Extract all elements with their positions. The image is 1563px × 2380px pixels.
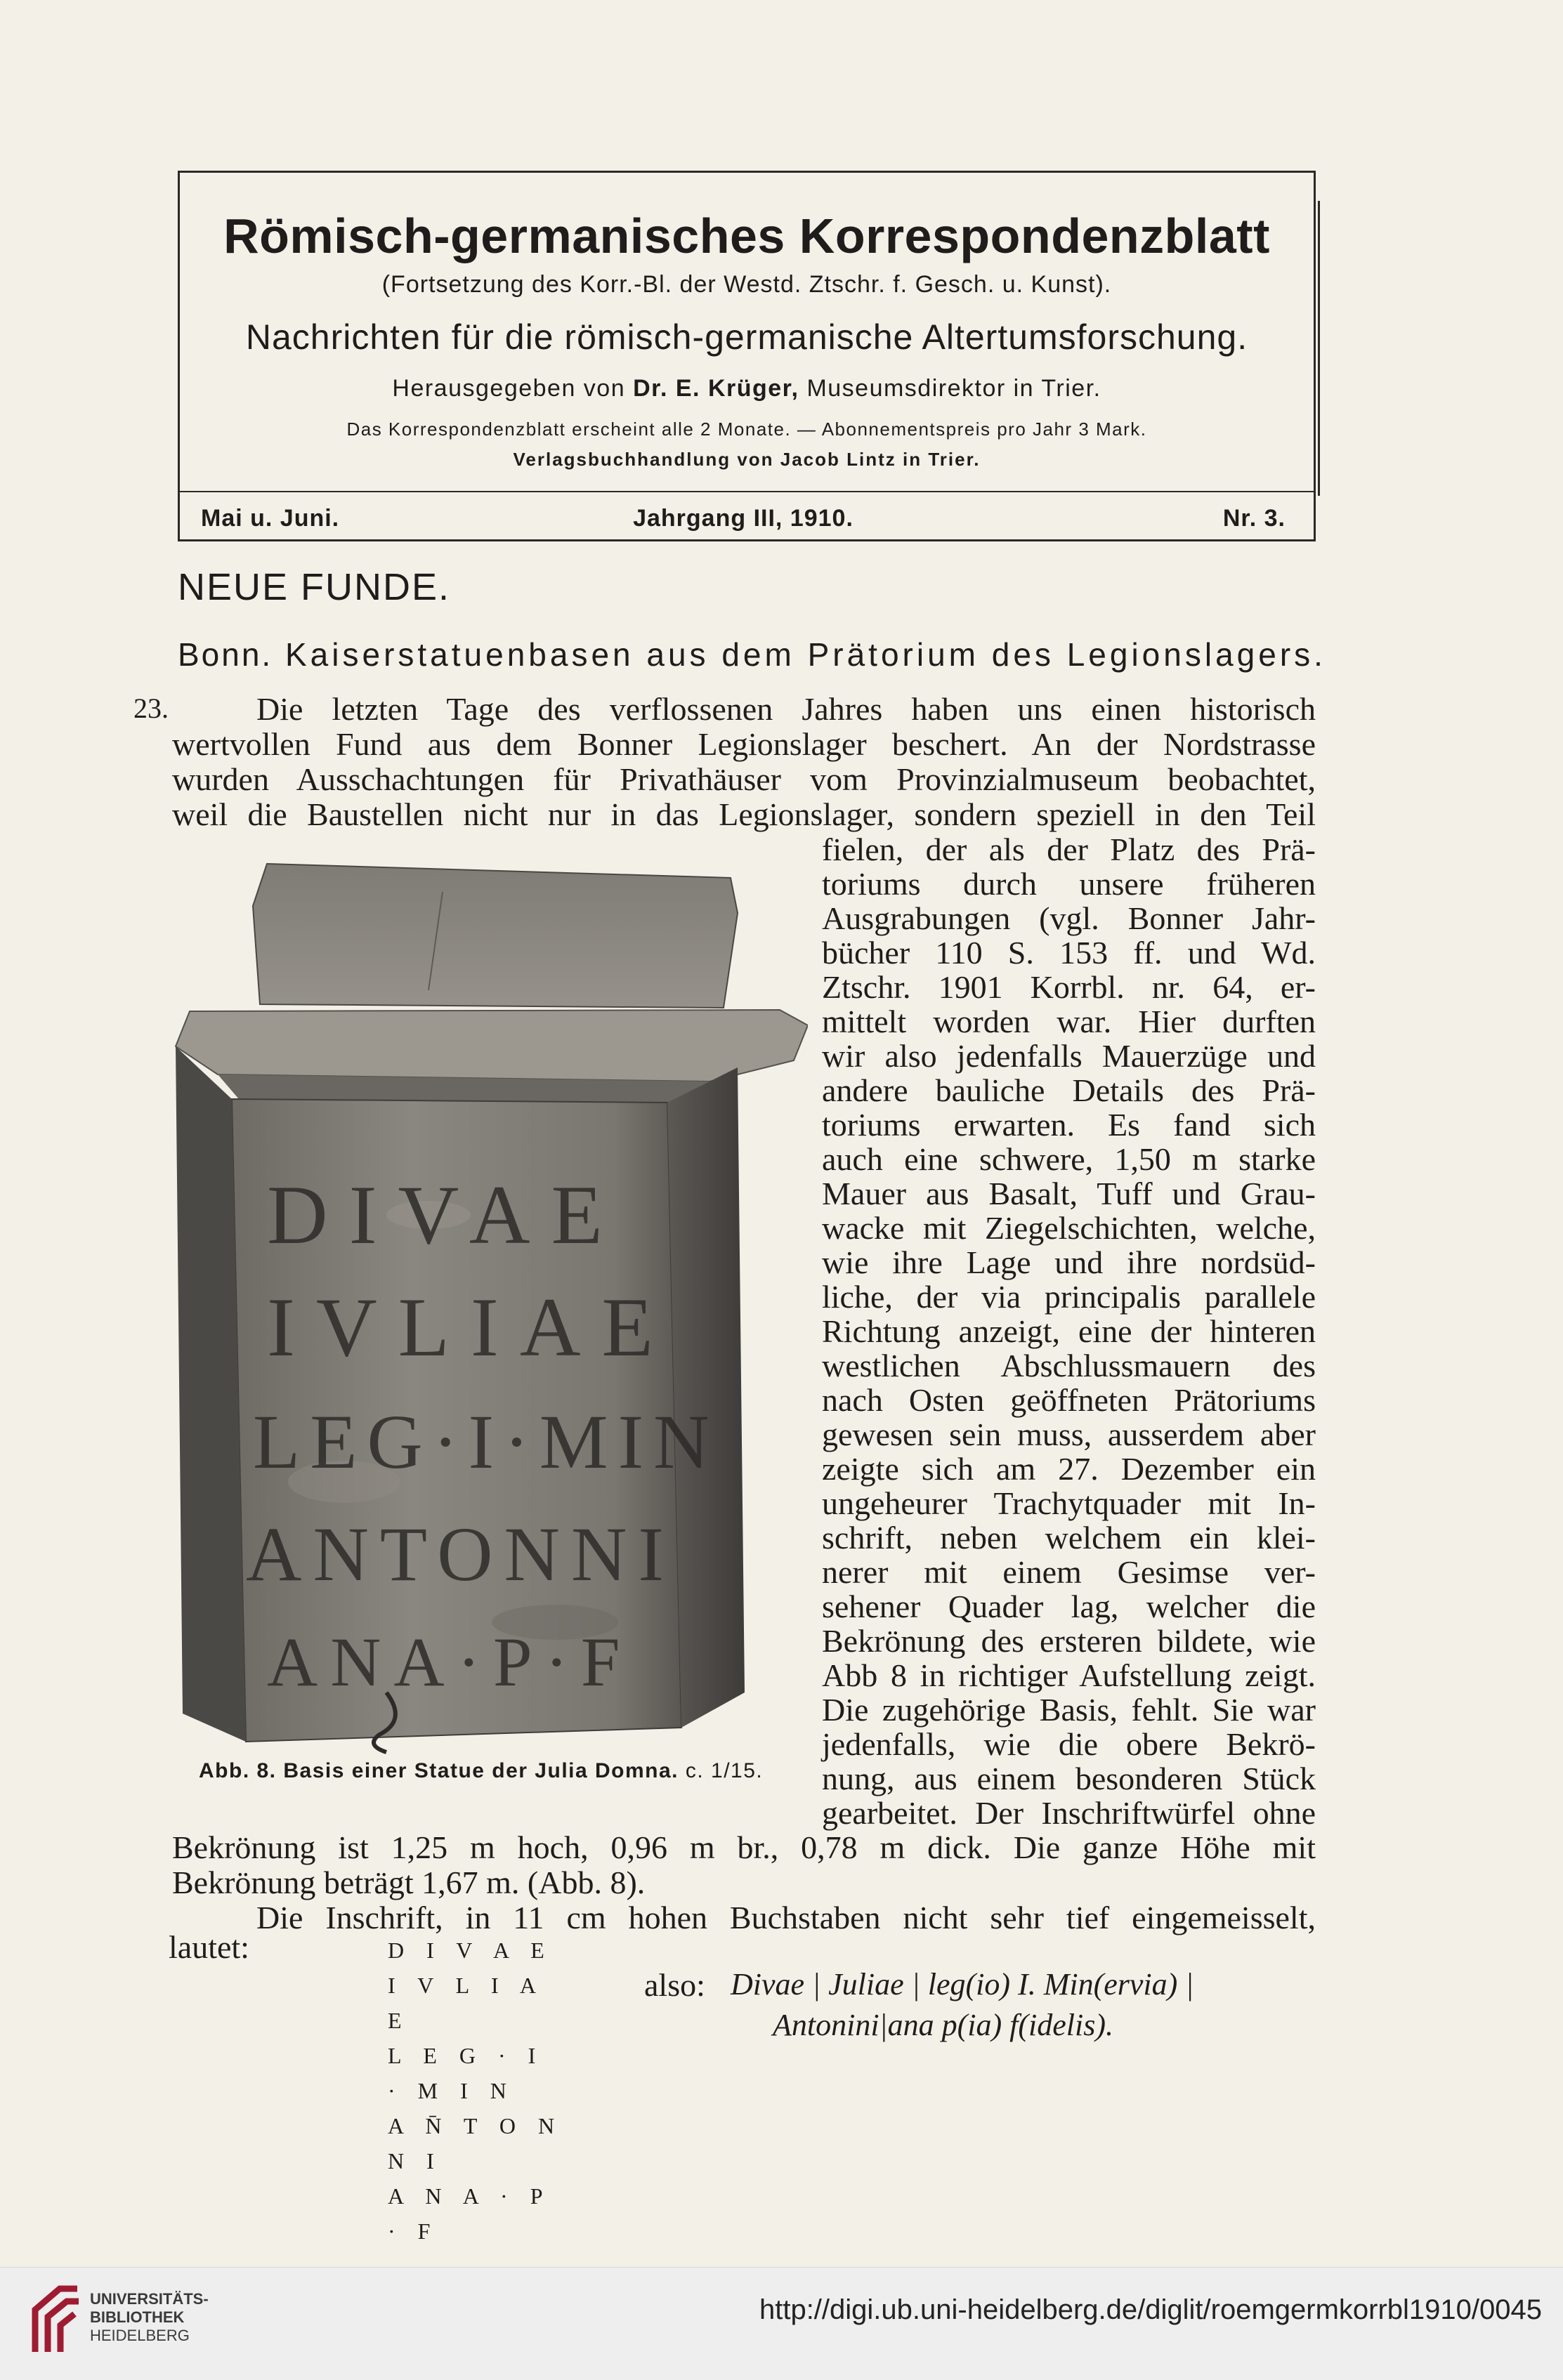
inscription-line: A N̄ T O N N I [388, 2113, 563, 2174]
inscription-line: L E G · I · M I N [388, 2043, 544, 2103]
carved-line-5: ANA·P·F [267, 1623, 633, 1701]
column-line: toriums durch unsere früheren [822, 866, 1316, 902]
library-logo-icon [28, 2282, 84, 2359]
journal-continuation: (Fortsetzung des Korr.-Bl. der Westd. Ztschr. f. Gesch. u. Kunst). [381, 271, 1112, 298]
column-line: wir also jedenfalls Mauerzüge und [822, 1038, 1316, 1074]
column-line: wie ihre Lage und ihre nordsüd- [822, 1244, 1316, 1280]
carved-line-3: LEG·I·MIN [253, 1399, 719, 1485]
column-line: auch eine schwere, 1,50 m starke [822, 1141, 1316, 1177]
body-line: wertvollen Fund aus dem Bonner Legionslager beschert. An der Nordstrasse [172, 726, 1316, 762]
issue-date: Mai u. Juni. [201, 505, 340, 532]
masthead-rule [1318, 201, 1320, 496]
body-line: Die letzten Tage des verflossenen Jahres haben uns einen historisch [256, 691, 1316, 727]
column-line: zeigte sich am 27. Dezember ein [822, 1451, 1316, 1487]
body-line: weil die Baustellen nicht nur in das Legionslager, sondern speziell in den Teil [172, 796, 1316, 832]
journal-frequency: Das Korrespondenzblatt erscheint alle 2 Monate. — Abonnementspreis pro Jahr 3 Mark. [346, 419, 1147, 440]
column-line: toriums erwarten. Es fand sich [822, 1107, 1316, 1143]
column-line: liche, der via principalis parallele [822, 1279, 1316, 1315]
masthead [178, 171, 1316, 541]
figure-caption: Abb. 8. Basis einer Statue der Julia Domna. c. 1/15. [199, 1759, 764, 1782]
column-line: schrift, neben welchem ein klei- [822, 1520, 1316, 1556]
column-line: ungeheurer Trachytquader mit In- [822, 1485, 1316, 1521]
lautet-label: lautet: [169, 1929, 249, 1965]
column-line: Bekrönung des ersteren bildete, wie [822, 1623, 1316, 1659]
reading-label: also: [644, 1967, 705, 2003]
column-line: mittelt worden war. Hier durften [822, 1004, 1316, 1039]
column-line: Abb 8 in richtiger Aufstellung zeigt. [822, 1657, 1316, 1693]
body-line: wurden Ausschachtungen für Privathäuser vom Provinzialmuseum beobachtet, [172, 761, 1316, 797]
stone-base-photo [133, 850, 808, 1756]
carved-line-1: DIVAE [267, 1168, 624, 1261]
item-number: 23. [133, 692, 169, 724]
column-line: gewesen sein muss, ausserdem aber [822, 1416, 1316, 1452]
masthead-divider [180, 491, 1314, 492]
column-line: jedenfalls, wie die obere Bekrö- [822, 1726, 1316, 1762]
footer-bar [0, 2267, 1563, 2380]
inscription-line: A N A · P · F [388, 2183, 551, 2244]
column-line: bücher 110 S. 153 ff. und Wd. [822, 935, 1316, 971]
column-line: Richtung anzeigt, eine der hinteren [822, 1313, 1316, 1349]
source-url-link[interactable]: http://digi.ub.uni-heidelberg.de/diglit/roemgermkorrbl1910/0045 [759, 2294, 1542, 2325]
column-line: andere bauliche Details des Prä- [822, 1072, 1316, 1108]
section-title: NEUE FUNDE. [178, 566, 451, 608]
inscription-transcription [388, 1933, 563, 2249]
issue-number: Nr. 3. [1222, 505, 1286, 532]
column-line: wacke mit Ziegelschichten, welche, [822, 1210, 1316, 1246]
figure-scale: c. 1/15. [685, 1759, 764, 1782]
body-line: Bekrönung ist 1,25 m hoch, 0,96 m br., 0,78 m dick. Die ganze Höhe mit [172, 1829, 1316, 1865]
inscription-line: I V L I A E [388, 1973, 544, 2033]
reading-line: Antonini|ana p(ia) f(idelis). [773, 2008, 1114, 2042]
journal-subtitle: Nachrichten für die römisch-germanische Altertumsforschung. [245, 317, 1248, 357]
figure-stone-base [133, 850, 808, 1756]
column-line: gearbeitet. Der Inschriftwürfel ohne [822, 1795, 1316, 1831]
column-line: westlichen Abschlussmauern des [822, 1348, 1316, 1383]
column-line: Mauer aus Basalt, Tuff und Grau- [822, 1176, 1316, 1211]
column-line: nung, aus einem besonderen Stück [822, 1761, 1316, 1796]
journal-title: Römisch-germanisches Korrespondenzblatt [223, 209, 1270, 263]
library-name: UNIVERSITÄTS- BIBLIOTHEK HEIDELBERG [90, 2290, 209, 2344]
body-line: Bekrönung beträgt 1,67 m. (Abb. 8). [172, 1865, 646, 1900]
column-line: sehener Quader lag, welcher die [822, 1589, 1316, 1624]
issue-volume: Jahrgang III, 1910. [633, 505, 854, 532]
carved-line-4: ANTONNI [246, 1511, 676, 1597]
journal-editor: Herausgegeben von Dr. E. Krüger, Museumsdirektor in Trier. [392, 375, 1101, 402]
column-line: Ausgrabungen (vgl. Bonner Jahr- [822, 900, 1316, 936]
article-heading [178, 636, 1326, 673]
inscription-line: D I V A E [388, 1938, 553, 1963]
column-line: fielen, der als der Platz des Prä- [822, 831, 1316, 867]
column-line: Die zugehörige Basis, fehlt. Sie war [822, 1692, 1316, 1728]
column-line: Ztschr. 1901 Korrbl. nr. 64, er- [822, 969, 1316, 1005]
journal-publisher: Verlagsbuchhandlung von Jacob Lintz in Trier. [513, 449, 981, 470]
body-line: Die Inschrift, in 11 cm hohen Buchstaben nicht sehr tief eingemeisselt, [256, 1900, 1316, 1935]
article-place: Bonn. [178, 636, 273, 673]
article-heading-text: Kaiserstatuenbasen aus dem Prätorium des Legionslagers. [285, 636, 1326, 673]
column-line: nach Osten geöffneten Prätoriums [822, 1382, 1316, 1418]
column-line: nerer mit einem Gesimse ver- [822, 1554, 1316, 1590]
issue-row [201, 498, 1286, 537]
carved-line-2: IVLIAE [267, 1280, 674, 1374]
reading-line: Divae | Juliae | leg(io) I. Min(ervia) | [731, 1967, 1194, 2001]
